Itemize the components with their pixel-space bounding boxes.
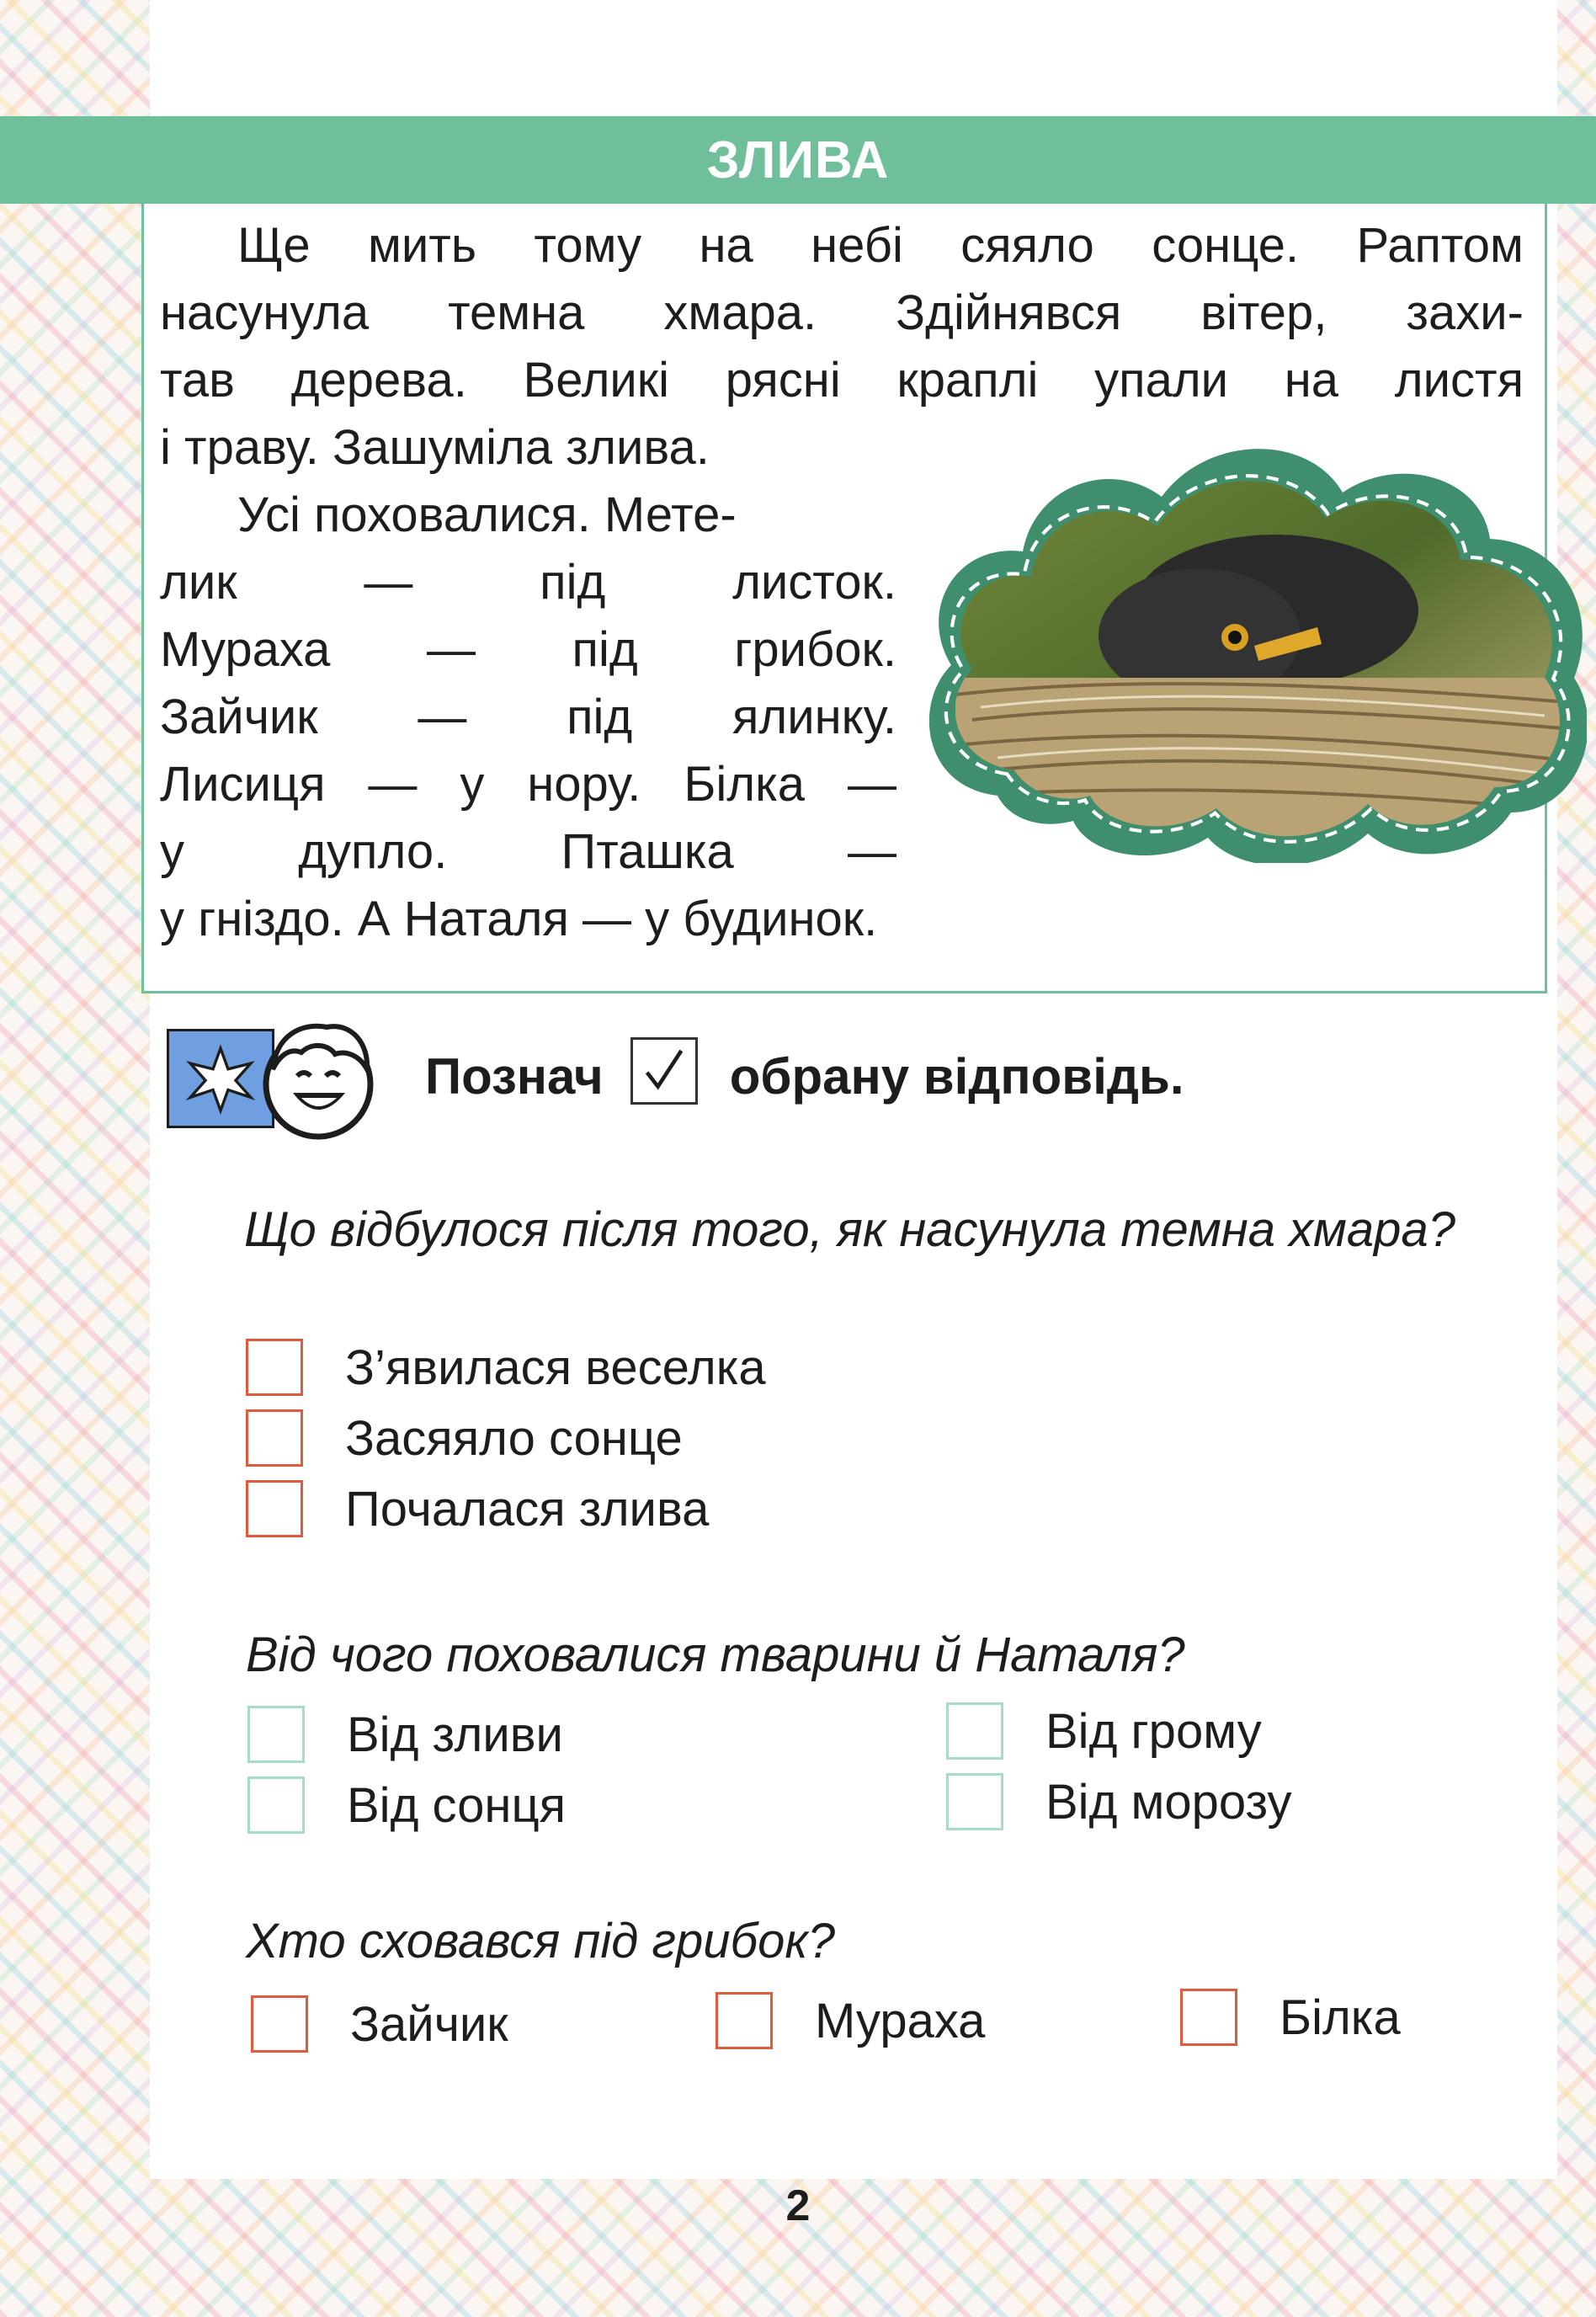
story-word: небі [811,218,903,273]
option-2-4[interactable] [946,1773,1291,1830]
story-word: краплі [896,353,1039,407]
story-word: під [567,690,633,744]
story-line [160,347,1524,414]
option-3-2[interactable] [716,1992,985,2049]
story-word: рясні [725,353,841,407]
story-line [160,818,896,886]
story-word: у [160,824,184,879]
story-line [160,751,896,818]
checkmark-icon [630,1037,698,1105]
answer-checkbox[interactable] [247,1776,305,1834]
story-line [160,280,1524,347]
story-line [160,549,896,616]
story-word: насунула [160,285,370,340]
option-label: Білка [1279,1989,1401,2045]
story-line: і траву. Зашуміла злива. [160,420,710,475]
story-word: — [426,622,476,677]
story-word: під [540,555,606,610]
story-word: під [572,622,638,677]
story-word: сяяло [960,218,1094,273]
story-word: Мураха [160,622,331,677]
story-word: — [418,690,467,744]
answer-checkbox[interactable] [946,1773,1003,1830]
story-word: Ще [237,218,311,273]
option-label: Почалася злива [345,1481,710,1537]
option-1-1[interactable] [246,1339,766,1396]
story-word: листя [1394,353,1524,407]
option-2-3[interactable] [946,1702,1262,1760]
option-label: Від сонця [347,1777,567,1833]
option-label: З’явилася веселка [345,1340,766,1395]
story-word: — [368,757,418,812]
answer-checkbox[interactable] [946,1702,1003,1760]
answer-checkbox[interactable] [251,1995,308,2053]
story-word: нору. [527,757,641,812]
story-word: тав [160,353,235,407]
story-word: Білка [684,757,806,812]
answer-checkbox[interactable] [1180,1989,1237,2046]
bird-in-nest-photo [922,425,1587,863]
story-word: ялинку. [732,690,896,744]
title-bar [0,116,1596,204]
option-label: Від зливи [347,1707,563,1762]
story-word: Здійнявся [896,285,1122,340]
answer-checkbox[interactable] [247,1706,305,1763]
story-word: сонце. [1152,218,1300,273]
instruction [425,1034,1184,1118]
option-3-3[interactable] [1180,1989,1401,2046]
story-word: грибок. [734,622,896,677]
story-line: у гніздо. А Наталя — у будинок. [160,892,878,946]
story-line [160,212,1524,280]
option-2-2[interactable] [247,1776,566,1834]
story-word: захи- [1406,285,1524,340]
story-word: дерева. [290,353,467,407]
option-1-3[interactable] [246,1480,709,1537]
option-label: Від морозу [1045,1774,1292,1830]
answer-checkbox[interactable] [246,1339,303,1396]
option-2-1[interactable] [247,1706,563,1763]
option-label: Мураха [815,1993,986,2048]
story-word: тому [534,218,642,273]
option-label: Від грому [1045,1703,1262,1759]
story-word: Раптом [1356,218,1524,273]
story-word: у [460,757,485,812]
story-word: Великі [523,353,670,407]
instruction-before: Познач [425,1047,604,1105]
page-number: 2 [785,2181,811,2230]
question-1: Що відбулося після того, як насунула темна хмара? [244,1202,1455,1257]
story-word: листок. [732,555,896,610]
option-label: Засяяло сонце [345,1410,683,1466]
story-word: мить [368,218,477,273]
story-word: темна [448,285,585,340]
story-word: лик [160,555,237,610]
story-word: — [847,824,896,879]
story-word: Лисиця [160,757,326,812]
story-word: вітер, [1200,285,1327,340]
answer-checkbox[interactable] [716,1992,773,2049]
answer-checkbox[interactable] [246,1480,303,1537]
story-word: — [364,555,413,610]
story-word: Пташка [561,824,734,879]
page-title: ЗЛИВА [706,130,890,189]
story-word: упали [1094,353,1229,407]
question-3: Хто сховався під грибок? [246,1914,836,1968]
story-line [160,684,896,751]
story-word: — [847,757,896,812]
story-word: дупло. [298,824,448,879]
story-line: Усі поховалися. Мете- [237,487,737,542]
story-word: на [1284,353,1339,407]
story-word: хмара. [663,285,817,340]
smiling-boy-icon [251,1010,386,1145]
answer-checkbox[interactable] [246,1409,303,1467]
story-word: Зайчик [160,690,318,744]
story-line [160,616,896,684]
question-2: Від чого поховалися тварини й Наталя? [246,1627,1185,1682]
instruction-after: обрану відповідь. [729,1047,1184,1105]
option-label: Зайчик [350,1996,508,2052]
option-3-1[interactable] [251,1995,508,2053]
story-word: на [699,218,753,273]
option-1-2[interactable] [246,1409,683,1467]
